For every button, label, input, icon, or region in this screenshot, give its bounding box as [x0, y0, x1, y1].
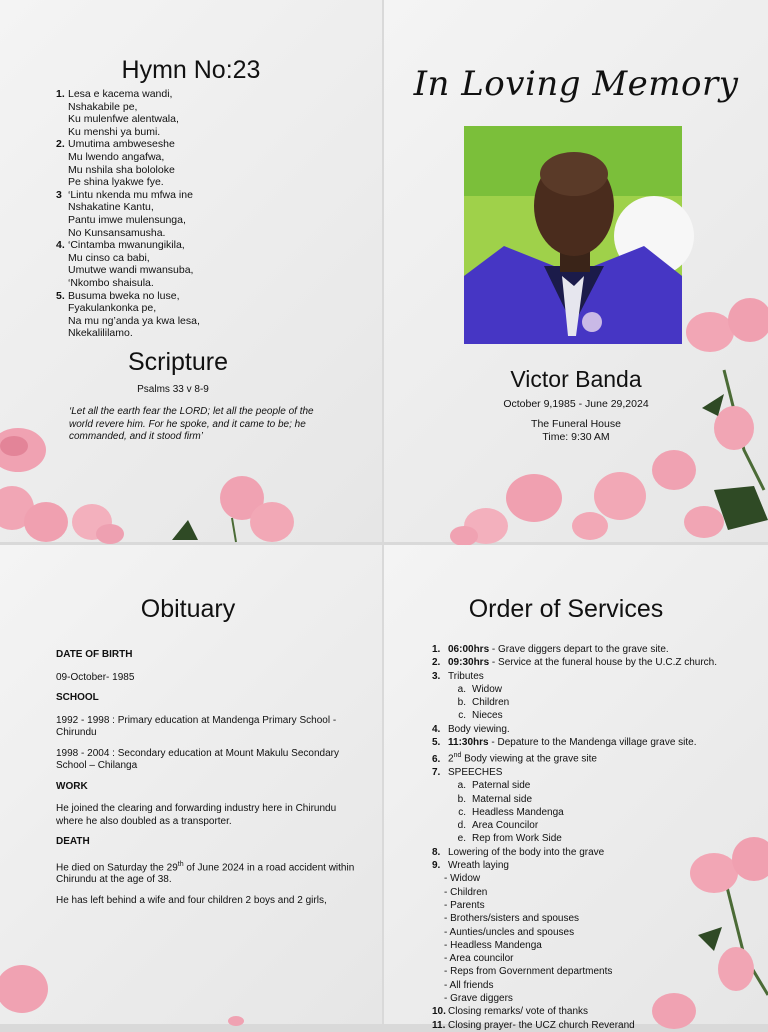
hymn-line: Nkekalililamo.	[68, 327, 133, 340]
dob-heading: DATE OF BIRTH	[56, 649, 133, 660]
hymn-line: 1. Lesa e kacema wandi,	[56, 88, 173, 100]
hymn-line: ‘Nkombo shaisula.	[68, 276, 154, 289]
hymn-verse	[56, 239, 200, 289]
service-item: 9. Wreath laying	[432, 860, 509, 872]
hymn-line: 4. ‘Cintamba mwanungikila,	[56, 239, 185, 252]
obituary-panel	[0, 545, 382, 1024]
service-item: 3. Tributes	[432, 670, 484, 682]
hymn-line: Mu cinso ca babi,	[68, 251, 150, 264]
school-primary: 1992 - 1998 : Primary education at Mandenga Primary School - Chirundu	[56, 714, 337, 738]
hymn-line: Pe shina lyakwe fye.	[68, 176, 164, 189]
service-item: 5. 11:30hrs - Depature to the Mandenga village grave site.	[432, 737, 697, 749]
service-item: b. Maternal side	[457, 793, 533, 805]
school-heading: SCHOOL	[56, 692, 99, 703]
hymn-line: No Kunsansamusha.	[68, 226, 166, 239]
service-item: - Brothers/sisters and spouses	[444, 913, 580, 925]
scripture-title: Scripture	[127, 348, 229, 376]
hymn-line: Ku menshi ya bumi.	[68, 125, 161, 138]
service-item: - All friends	[444, 979, 494, 991]
service-item: - Widow	[444, 873, 481, 885]
verse-number: 2.	[56, 138, 65, 151]
service-item: - Grave diggers	[444, 993, 513, 1005]
hymn-line: 2. Umutima ambweseshe	[56, 138, 175, 151]
verse-number: 4.	[56, 239, 65, 252]
obituary-body	[56, 649, 360, 915]
service-item: 7. SPEECHES	[432, 767, 503, 778]
hymn-line: Mu lwendo angafwa,	[68, 150, 165, 163]
hymn-verse	[56, 290, 200, 340]
dob-value: 09-October- 1985	[56, 671, 135, 683]
service-item: d. Area Councilor	[457, 820, 539, 832]
service-item: - Area councilor	[444, 953, 514, 965]
service-item: a. Widow	[457, 683, 503, 695]
hymn-verses	[56, 88, 200, 340]
work-text: He joined the clearing and forwarding industry here in Chirundu where he also doubled as a transporter.	[56, 803, 337, 827]
order-of-services-panel	[384, 545, 768, 1031]
service-item: c. Headless Mandenga	[458, 806, 564, 818]
rose-decoration-obituary	[0, 955, 382, 1024]
deceased-portrait	[464, 126, 682, 344]
rose-flower-icon	[0, 428, 294, 544]
services-title: Order of Services	[468, 595, 664, 623]
hymn-scripture-panel	[0, 0, 382, 542]
hymn-verse	[56, 189, 200, 239]
rose-flower-icon	[0, 965, 244, 1026]
hymn-line: Nshakabile pe,	[68, 100, 138, 113]
in-loving-memory-heading: In Loving Memory	[413, 64, 739, 104]
service-item: 10. Closing remarks/ vote of thanks	[432, 1006, 589, 1018]
work-heading: WORK	[56, 780, 88, 792]
service-item: 4. Body viewing.	[432, 723, 510, 735]
hymn-line: Pantu imwe mulensunga,	[68, 213, 186, 226]
service-item: 11. Closing prayer- the UCZ church Reverand	[432, 1019, 635, 1031]
family-text: He has left behind a wife and four children 2 boys and 2 girls,	[56, 894, 327, 906]
hymn-line: Mu nshila sha bololoke	[68, 163, 175, 176]
hymn-line: 5. Busuma bweka no luse,	[56, 289, 180, 302]
service-item: e. Rep from Work Side	[457, 833, 562, 845]
hymn-line: Nshakatine Kantu,	[68, 201, 154, 214]
life-dates: October 9,1985 - June 29,2024	[503, 398, 649, 410]
service-time: Time: 9:30 AM	[542, 430, 610, 443]
venue: The Funeral House	[531, 418, 621, 430]
hymn-verse	[56, 88, 200, 138]
school-secondary: 1998 - 2004 : Secondary education at Mount Makulu Secondary School – Chilanga	[56, 747, 339, 771]
verse-number: 1.	[56, 88, 65, 100]
service-item: 1. 06:00hrs - Grave diggers depart to the grave site.	[432, 644, 669, 655]
verse-number: 3	[56, 188, 62, 201]
verse-number: 5.	[56, 289, 65, 302]
hymn-line: Umutwe wandi mwansuba,	[68, 264, 194, 277]
hymn-verse	[56, 138, 200, 188]
hymn-line: Fyakulankonka pe,	[68, 302, 157, 315]
service-item: - Parents	[444, 899, 485, 911]
service-item: b. Children	[457, 697, 510, 709]
service-item: 2. 09:30hrs - Service at the funeral house by the U.C.Z church.	[432, 657, 718, 669]
service-item: - Headless Mandenga	[444, 939, 542, 951]
service-item: - Aunties/uncles and spouses	[444, 926, 575, 938]
hymn-line: Na mu ng’anda ya kwa lesa,	[68, 314, 200, 327]
service-item: 8. Lowering of the body into the grave	[432, 846, 605, 858]
service-item: c. Nieces	[458, 710, 503, 722]
cover-panel	[384, 0, 768, 542]
hymn-line: 3 ‘Lintu nkenda mu mfwa ine	[56, 188, 193, 201]
obituary-title: Obituary	[140, 595, 236, 623]
venue-time	[384, 418, 768, 443]
hymn-title: Hymn No:23	[121, 56, 261, 84]
death-heading: DEATH	[56, 836, 90, 847]
service-item: - Children	[444, 886, 488, 898]
services-list	[432, 643, 742, 1032]
service-item: - Reps from Government departments	[444, 966, 613, 978]
scripture-text: ‘Let all the earth fear the LORD; let all the people of the world revere him. For he spoke, and it came to be; he commanded, and it stood firm’	[69, 406, 314, 442]
service-item: 6. 2nd Body viewing at the grave site	[432, 752, 597, 765]
hymn-line: Ku mulenfwe alentwala,	[68, 113, 179, 126]
deceased-name: Victor Banda	[510, 366, 642, 392]
death-text: He died on Saturday the 29th of June 2024 in a road accident within Chirundu at the age of 38.	[56, 860, 355, 886]
service-item: a. Paternal side	[457, 780, 531, 792]
scripture-reference: Psalms 33 v 8-9	[137, 384, 209, 395]
